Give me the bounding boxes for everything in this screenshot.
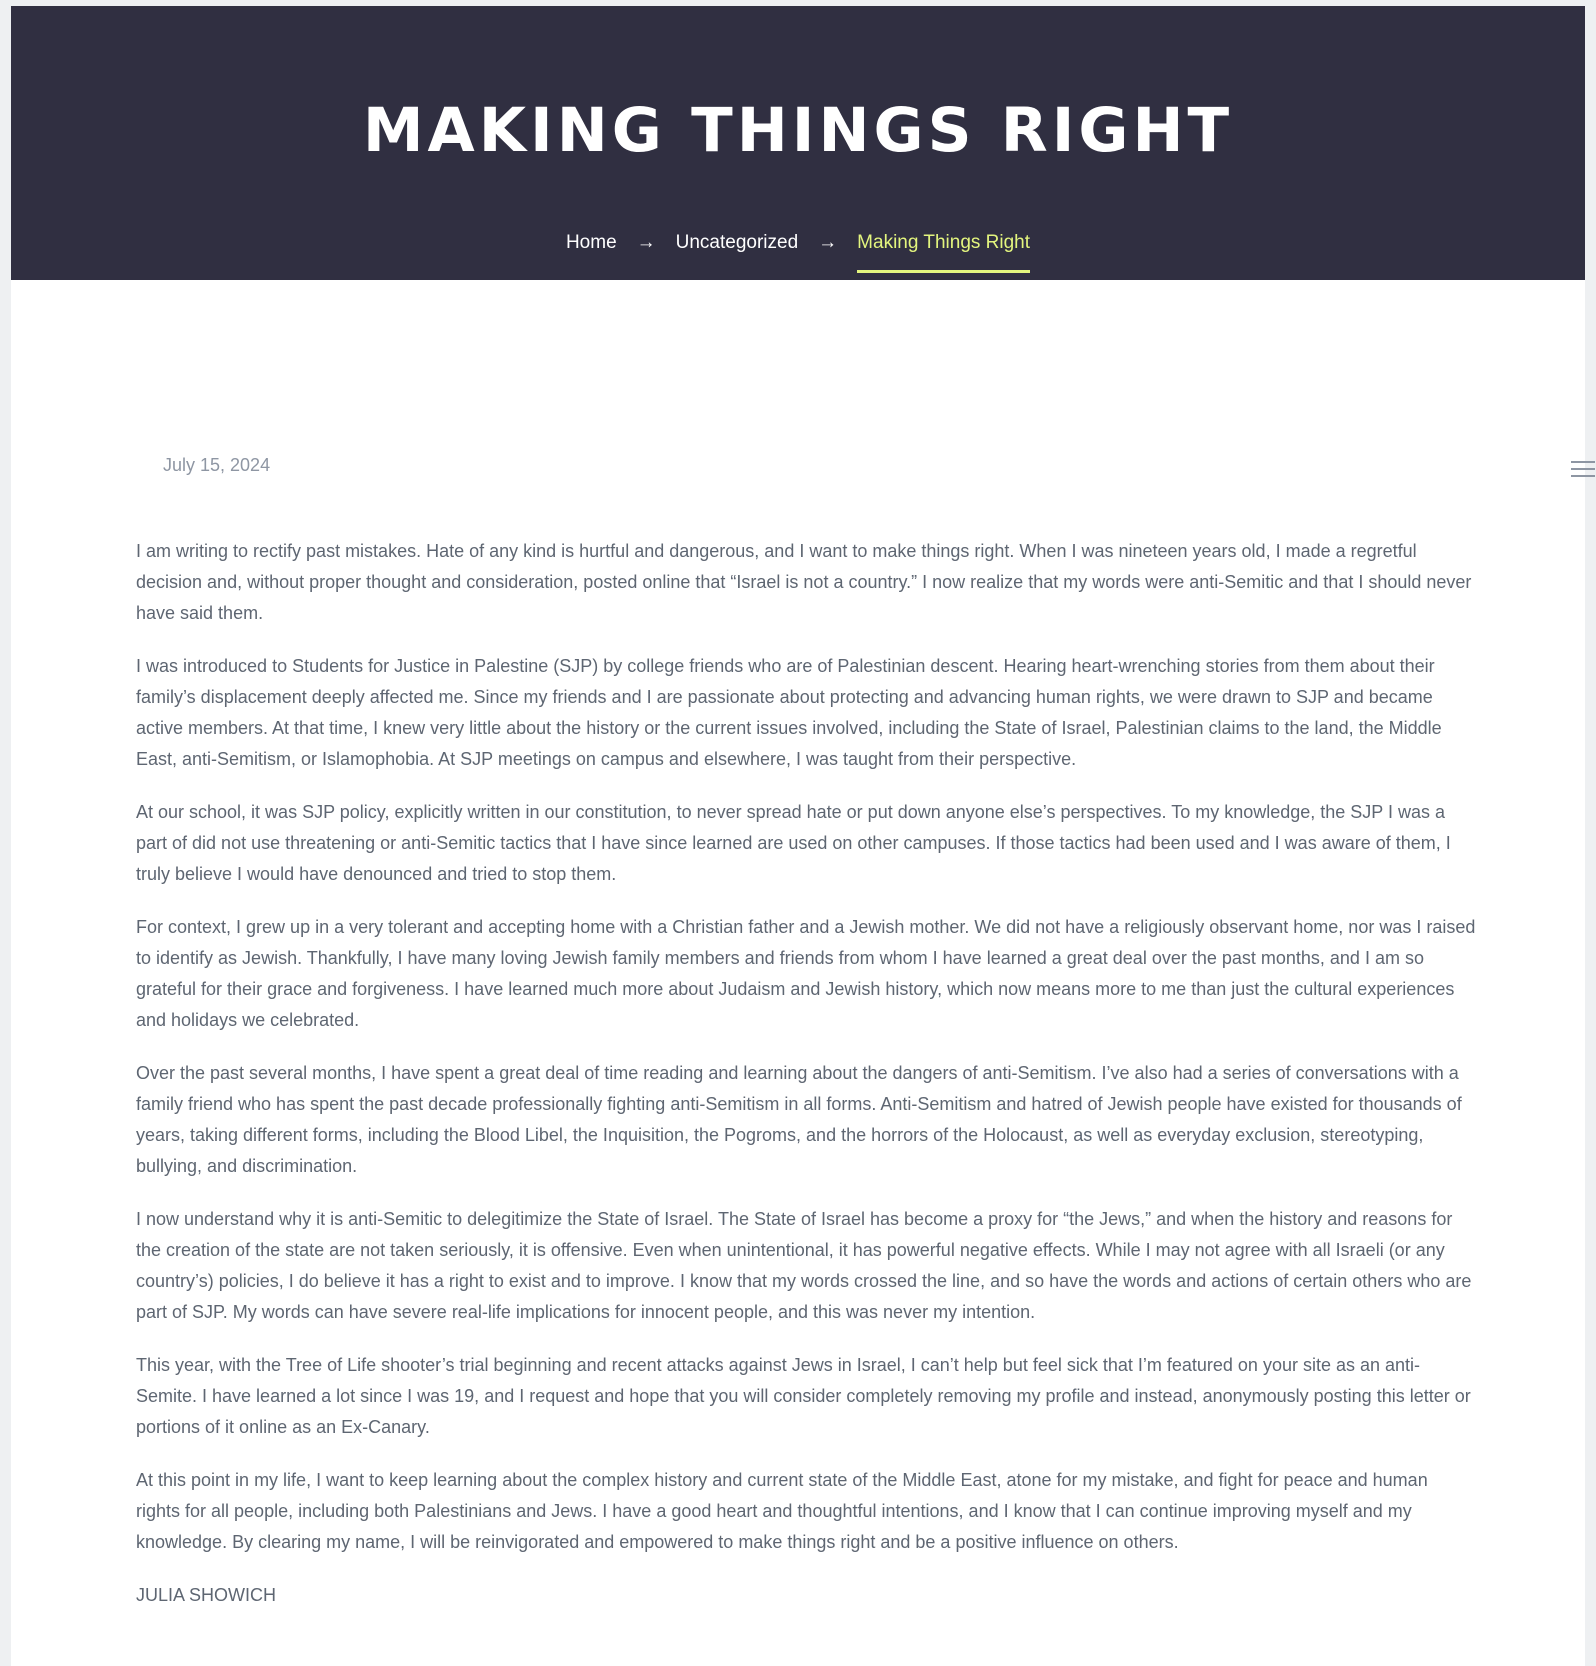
breadcrumb-home-link[interactable]: Home: [565, 232, 617, 253]
breadcrumb: [11, 232, 1585, 255]
paragraph: For context, I grew up in a very tolerant and accepting home with a Christian father and a Jewish mother. We did not have a religiously observant home, nor was I raised to identify as Jewish. Thankfully, I have many loving Jewish family members and friends from whom I have learned a great deal over the past months, and I am so grateful for their grace and forgiveness. I have learned much more about Judaism and Jewish history, which now means more to me than just the cultural experiences and holidays we celebrated.: [136, 917, 1476, 1030]
arrow-right-icon: →: [636, 232, 656, 253]
page-title: MAKING THINGS RIGHT: [362, 95, 1234, 166]
arrow-right-icon: →: [818, 232, 838, 253]
page-hero: [11, 6, 1585, 280]
post-date: July 15, 2024: [163, 455, 271, 475]
post-content: [136, 536, 1476, 1611]
paragraph: I was introduced to Students for Justice in Palestine (SJP) by college friends who are of Palestinian descent. Hearing heart-wrenching stories from them about their family’s displacement deeply affected me. Since my friends and I are passionate about protecting and advancing human rights, we were drawn to SJP and became active members. At that time, I knew very little about the history or the current issues involved, including the State of Israel, Palestinian claims to the land, the Middle East, anti-Semitism, or Islamophobia. At SJP meetings on campus and elsewhere, I was taught from their perspective.: [136, 656, 1442, 769]
breadcrumb-uncategorized-link[interactable]: Uncategorized: [675, 232, 799, 253]
paragraph: At this point in my life, I want to keep learning about the complex history and current state of the Middle East, atone for my mistake, and fight for peace and human rights for all people, including both Palestinians and Jews. I have a good heart and thoughtful intentions, and I know that I can continue improving myself and my knowledge. By clearing my name, I will be reinvigorated and empowered to make things right and be a positive influence on others.: [136, 1470, 1428, 1552]
paragraph: At our school, it was SJP policy, explicitly written in our constitution, to never spread hate or put down anyone else’s perspectives. To my knowledge, the SJP I was a part of did not use threatening or anti-Semitic tactics that I have since learned are used on other campuses. If those tactics had been used and I was aware of them, I truly believe I would have denounced and tried to stop them.: [136, 802, 1451, 884]
paragraph: This year, with the Tree of Life shooter’s trial beginning and recent attacks against Jews in Israel, I can’t help but feel sick that I’m featured on your site as an anti-Semite. I have learned a lot since I was 19, and I request and hope that you will consider completely removing my profile and instead, anonymously posting this letter or portions of it online as an Ex-Canary.: [136, 1355, 1471, 1437]
breadcrumb-current: Making Things Right: [857, 232, 1031, 253]
menu-line: [1571, 475, 1595, 477]
paragraph: I now understand why it is anti-Semitic to delegitimize the State of Israel. The State of Israel has become a proxy for “the Jews,” and when the history and reasons for the creation of the state are not taken seriously, it is offensive. Even when unintentional, it has powerful negative effects. While I may not agree with all Israeli (or any country’s) policies, I do believe it has a right to exist and to improve. I know that my words crossed the line, and so have the words and actions of certain others who are part of SJP. My words can have severe real-life implications for innocent people, and this was never my intention.: [136, 1209, 1472, 1322]
menu-line: [1571, 461, 1595, 463]
paragraph: Over the past several months, I have spent a great deal of time reading and learning about the dangers of anti-Semitism. I’ve also had a series of conversations with a family friend who has spent the past decade professionally fighting anti-Semitism in all forms. Anti-Semitism and hatred of Jewish people have existed for thousands of years, taking different forms, including the Blood Libel, the Inquisition, the Pogroms, and the horrors of the Holocaust, as well as everyday exclusion, stereotyping, bullying, and discrimination.: [136, 1063, 1462, 1176]
paragraph: I am writing to rectify past mistakes. Hate of any kind is hurtful and dangerous, and I want to make things right. When I was nineteen years old, I made a regretful decision and, without proper thought and consideration, posted online that “Israel is not a country.” I now realize that my words were anti-Semitic and that I should never have said them.: [136, 541, 1472, 623]
page: [11, 6, 1585, 1666]
signature: JULIA SHOWICH: [136, 1585, 277, 1605]
menu-line: [1571, 468, 1595, 470]
hamburger-menu-icon[interactable]: [1571, 461, 1595, 478]
